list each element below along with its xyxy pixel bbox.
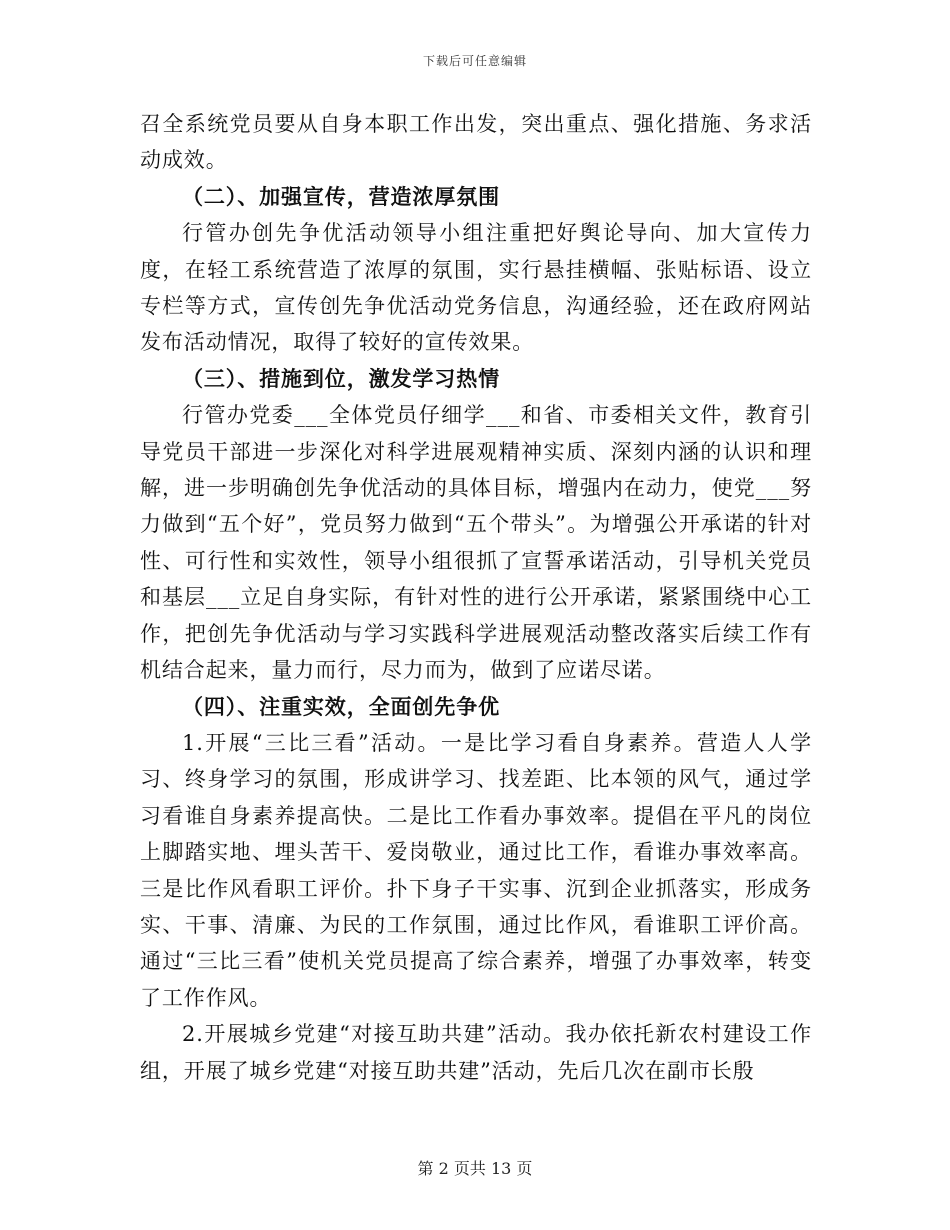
paragraph-measures: 行管办党委___全体党员仔细学___和省、市委相关文件，教育引导党员干部进一步深化对科学进展观精神实质、深刻内涵的认识和理解，进一步明确创先争优活动的具体目标，增强内在动力，使党___努力做到“五个好”，党员努力做到“五个带头”。为增强公开承诺的针对性、可行性和实效性，领导小组很抓了宣誓承诺活动，引导机关党员和基层___立足自身实际，有针对性的进行公开承诺，紧紧围绕中心工作，把创先争优活动与学习实践科学进展观活动整改落实后续工作有机结合起来，量力而行，尽力而为，做到了应诺尽诺。 (140, 403, 812, 683)
paragraph-three-compare: 1.开展“三比三看”活动。一是比学习看自身素养。营造人人学习、终身学习的氛围，形成讲学习、找差距、比本领的风气，通过学习看谁自身素养提高快。二是比工作看办事效率。提倡在平凡的岗位上脚踏实地、埋头苦干、爱岗敬业，通过比工作，看谁办事效率高。三是比作风看职工评价。扑下身子干实事、沉到企业抓落实，形成务实、干事、清廉、为民的工作氛围，通过比作风，看谁职工评价高。通过“三比三看”使机关党员提高了综合素养，增强了办事效率，转变了工作作风。 (140, 730, 812, 1010)
section-heading-2: （二）、加强宣传，营造浓厚氛围 (182, 183, 500, 209)
page-footer: 第 2 页共 13 页 (417, 1159, 533, 1178)
document-body (140, 106, 812, 1089)
paragraph-continuation: 召全系统党员要从自身本职工作出发，突出重点、强化措施、务求活动成效。 (140, 112, 812, 173)
section-heading-3: （三）、措施到位，激发学习热情 (182, 365, 500, 391)
paragraph-urban-rural: 2.开展城乡党建“对接互助共建”活动。我办依托新农村建设工作组，开展了城乡党建“对接互助共建”活动，先后几次在副市长殷 (140, 1022, 812, 1083)
paragraph-publicity: 行管办创先争优活动领导小组注重把好舆论导向、加大宣传力度，在轻工系统营造了浓厚的氛围，实行悬挂横幅、张贴标语、设立专栏等方式，宣传创先争优活动党务信息，沟通经验，还在政府网站发布活动情况，取得了较好的宣传效果。 (140, 221, 812, 355)
section-heading-4: （四）、注重实效，全面创先争优 (182, 693, 500, 719)
page-header: 下载后可任意编辑 (422, 54, 527, 68)
